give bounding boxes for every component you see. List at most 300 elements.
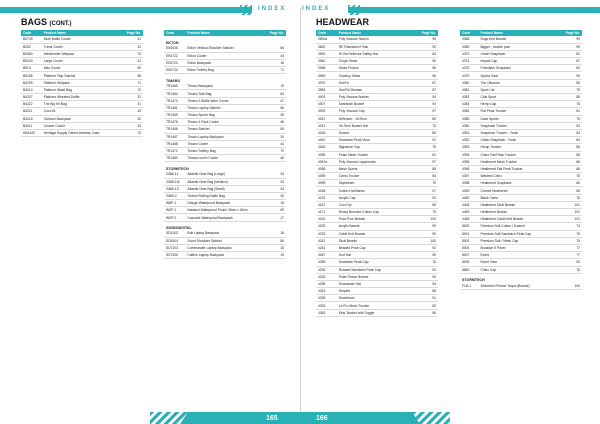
product-code: B5749 [21, 36, 42, 43]
page-number-cell: 79 [556, 86, 582, 93]
product-code: 4373 [460, 50, 478, 57]
table-row [21, 108, 143, 115]
table-row [164, 59, 286, 66]
table-row [460, 216, 582, 223]
product-code: 4295 [316, 280, 337, 287]
product-code: 4448 [460, 216, 478, 223]
table-row [460, 58, 582, 65]
product-code: 4261 [316, 244, 337, 251]
product-name: Platform Flap Satchel [42, 72, 120, 79]
product-name: Poly Viscose Legionnaire [337, 158, 410, 165]
product-name: Stormtech Fleece Toque (Beanie) [478, 282, 556, 289]
page-number-cell: 63 [264, 90, 286, 97]
table-row [460, 230, 582, 237]
product-code: 3968 [316, 65, 337, 72]
page-number-cell: 90 [556, 259, 582, 266]
table-row [460, 151, 582, 158]
product-name: Event Visor [478, 259, 556, 266]
product-name: Rotated Sandwich Peak Cap [337, 266, 410, 273]
product-code: 4405 [460, 201, 478, 208]
product-code: TR1467 [164, 133, 185, 140]
product-code: GBW-1S [164, 185, 185, 192]
product-code: B4216 [21, 115, 42, 122]
product-code: 8000 [460, 223, 478, 230]
page-number-cell: 71 [119, 79, 143, 86]
page-number-cell: 87 [409, 79, 438, 86]
page-number-cell: 76 [556, 101, 582, 108]
table-row [164, 104, 286, 111]
table-row [316, 244, 438, 251]
section-heading-row [164, 36, 286, 45]
product-code: 4233 [316, 230, 337, 237]
table-row [460, 86, 582, 93]
page-number-cell: 100 [409, 216, 438, 223]
product-name: Skull Beanie [337, 237, 410, 244]
table-row [460, 79, 582, 86]
page-number-cell: 82 [556, 65, 582, 72]
column-header-code: Code [21, 30, 42, 36]
page-number-cell: 79 [409, 180, 438, 187]
page-number-cell: 77 [556, 244, 582, 251]
product-name: Premium Soft / Mesh Cap [478, 237, 556, 244]
product-code: 4152 [316, 194, 337, 201]
table-row [460, 165, 582, 172]
page-number-cell: 84 [409, 50, 438, 57]
product-name: Platform Wheeled Duffle [42, 94, 120, 101]
page-number-cell: 97 [409, 187, 438, 194]
table-row [316, 194, 438, 201]
product-name: Timaro 4 Pack Cooler [185, 119, 263, 126]
product-name: Hi-Vis Reflector Safety Hat [337, 50, 410, 57]
table-row [316, 144, 438, 151]
product-name: Weekender Wetpack [42, 50, 120, 57]
page-number-cell: 97 [409, 158, 438, 165]
table-row [460, 108, 582, 115]
page-number-cell: 80 [409, 129, 438, 136]
table-row [460, 194, 582, 201]
product-name: Hemp Trucker [478, 144, 556, 151]
page-number-cell: 74 [556, 223, 582, 230]
table-row [316, 65, 438, 72]
product-code: B574 [21, 65, 42, 72]
product-name: Cool Dry [337, 201, 410, 208]
product-name: Urban Snapback - Youth [478, 137, 556, 144]
index-label-left: INDEX [258, 6, 287, 12]
page-number-cell: 41 [119, 43, 143, 50]
product-name: Le Pro Mesh Trucker [337, 302, 410, 309]
product-name: Ekton Toiletry Bag [185, 67, 263, 74]
page-number-cell: 16 [264, 200, 286, 207]
column-header-code: Code [460, 30, 478, 36]
product-code: WSP-1 [164, 207, 185, 214]
table-row [316, 165, 438, 172]
product-code: 4385 [460, 115, 478, 122]
page-number-cell: 91 [409, 137, 438, 144]
table-row [164, 245, 286, 252]
product-name: Sunset [337, 129, 410, 136]
page-number-cell: 86 [556, 158, 582, 165]
table-row [316, 223, 438, 230]
product-code: B4205 [21, 79, 42, 86]
page-number-cell: 75 [556, 237, 582, 244]
product-code: 4391 [460, 129, 478, 136]
table-row [460, 282, 582, 289]
table-row [460, 173, 582, 180]
product-code: TR1480 [164, 155, 185, 162]
product-code: 4187 [316, 201, 337, 208]
column-header-page: Page No. [409, 30, 438, 36]
product-code: TR1466 [164, 126, 185, 133]
page-number-cell: 33 [264, 185, 286, 192]
page-number-cell: 56 [264, 45, 286, 52]
page-number-cell: 41 [119, 58, 143, 65]
product-code: 3969 [316, 72, 337, 79]
product-code: TR1461 [164, 104, 185, 111]
product-code: WDP-1 [164, 214, 185, 221]
column-header-page: Page No. [264, 30, 286, 36]
page-number-cell: 76 [409, 259, 438, 266]
page-number-cell: 92 [409, 266, 438, 273]
table-row [316, 237, 438, 244]
page-number-cell: 96 [409, 309, 438, 316]
product-code: TR1476 [164, 119, 185, 126]
page-number-cell: 86 [556, 144, 582, 151]
product-name: Acrylic Beanie [337, 223, 410, 230]
table-row [164, 140, 286, 147]
product-code: 4396 [460, 165, 478, 172]
table-row [460, 180, 582, 187]
table-row [21, 115, 143, 122]
product-code: 4445 [460, 209, 478, 216]
table-row [316, 108, 438, 115]
table-row [316, 94, 438, 101]
product-name: Deluge Waterproof Backpack [185, 200, 263, 207]
product-name: Brooklyn 5 Panel [478, 244, 556, 251]
table-row [316, 209, 438, 216]
product-name: Heathered Skull Beanie [478, 201, 556, 208]
top-accent-bar-right [348, 7, 600, 13]
product-code: EK5724 [164, 67, 185, 74]
table-row [21, 50, 143, 57]
table-row [164, 45, 286, 52]
page-number-cell: 84 [409, 173, 438, 180]
table-row [316, 101, 438, 108]
page-number-cell: 99 [556, 36, 582, 43]
table-row [316, 137, 438, 144]
product-code: B4211 [21, 108, 42, 115]
product-code: 4384 [460, 101, 478, 108]
table-row [21, 72, 143, 79]
product-name: Outdoor Backpack [42, 115, 120, 122]
product-name: Surf Hat [337, 252, 410, 259]
table-row [164, 252, 286, 259]
product-name: Timaro Sports Bag [185, 112, 263, 119]
product-name: Large Cooler [42, 58, 120, 65]
table-row [316, 252, 438, 259]
table-row [164, 214, 286, 221]
product-name: Event [478, 252, 556, 259]
product-name: Sports Visor [478, 72, 556, 79]
page-number-cell: 94 [409, 280, 438, 287]
table-row [316, 230, 438, 237]
page-number-cell: 95 [409, 252, 438, 259]
product-code: 4290 [316, 266, 337, 273]
product-name: Cascade Waterproof Backpack [185, 214, 263, 221]
table-row [316, 302, 438, 309]
table-row [164, 97, 286, 104]
page-number-cell: 46 [264, 119, 286, 126]
product-code: 8007 [460, 252, 478, 259]
page-number-cell: 99 [409, 230, 438, 237]
product-code: 4392 [460, 137, 478, 144]
product-name: The Ottoman [478, 79, 556, 86]
product-name: OneFit [337, 79, 410, 86]
table-row [316, 79, 438, 86]
product-name: Impact Cap [478, 58, 556, 65]
product-code: 4380 [460, 79, 478, 86]
table-row [460, 129, 582, 136]
table-row [164, 207, 286, 214]
page-number-cell: 19 [264, 252, 286, 259]
page-number-cell: 92 [409, 244, 438, 251]
product-code: 4326 [316, 302, 337, 309]
bottom-bar-left [180, 412, 300, 424]
section-heading: STORMTECH [166, 166, 189, 171]
product-code: 4055 [316, 151, 337, 158]
product-name: Sunmaster Hat [337, 280, 410, 287]
table-row [164, 178, 286, 185]
product-name: Camo Trucker [337, 173, 410, 180]
product-code: SD7103 [164, 245, 185, 252]
product-name: Skystream [337, 180, 410, 187]
product-name: Ekton Backpack [185, 59, 263, 66]
section-heading: SWISSDIGITAL [166, 226, 192, 231]
product-code: 4369 [460, 43, 478, 50]
product-name: Timaro Cooler [185, 140, 263, 147]
page-number-cell: 56 [264, 104, 286, 111]
table-row [21, 122, 143, 129]
table-row [460, 36, 582, 43]
product-name: Hemp Cap [478, 101, 556, 108]
product-code: TR1460 [164, 83, 185, 90]
product-name: Club Sport [478, 94, 556, 101]
table-row [316, 288, 438, 295]
product-code: 4374 [460, 58, 478, 65]
page-number-cell: 33 [264, 171, 286, 178]
page-number-cell: 77 [556, 252, 582, 259]
table-row [164, 155, 286, 162]
product-name: Black Camo [478, 194, 556, 201]
product-name: Timaro Satchel [185, 126, 263, 133]
product-name: Chino Flat Peak Trucker [478, 151, 556, 158]
page-number-cell: 85 [556, 187, 582, 194]
product-code: 8001 [460, 230, 478, 237]
product-code: 4382 [460, 94, 478, 101]
table-row [316, 43, 438, 50]
product-name: Timaro Laptop Satchel [185, 104, 263, 111]
product-name: Timaro Laptop Backpack [185, 133, 263, 140]
table-row [164, 185, 286, 192]
product-name: Curved Heathered [478, 187, 556, 194]
product-name: Max Cooler [42, 65, 120, 72]
table-row [460, 158, 582, 165]
product-name: Cruiser Cooler [42, 122, 120, 129]
product-name: Premium Soft Cotton / 6 panel [478, 223, 556, 230]
page-number-cell: 19 [264, 83, 286, 90]
column-header-code: Code [164, 30, 185, 36]
page-number-cell: 43 [264, 52, 286, 59]
page-number-cell: 83 [556, 122, 582, 129]
page-number-cell: 100 [556, 282, 582, 289]
table-row [460, 237, 582, 244]
stripe-decoration [240, 5, 252, 15]
page-number-cell: 80 [556, 79, 582, 86]
product-code: 4007 [316, 101, 337, 108]
product-code: WBP-1 [164, 200, 185, 207]
product-code: B5240 [21, 58, 42, 65]
table-row [316, 72, 438, 79]
product-name: Cool Kit [42, 108, 120, 115]
page-number-cell: 70 [119, 129, 143, 136]
product-name: Trident Rolling Duffel Bag [185, 192, 263, 199]
product-name: Atlantis Gear Bag (Medium) [185, 178, 263, 185]
product-name: Nahanni Waterproof Pouch 25cm x 15cm [185, 207, 263, 214]
page-number-cell: 101 [556, 201, 582, 208]
page-number-cell: 88 [409, 165, 438, 172]
product-name: Mesh Sports [337, 165, 410, 172]
product-name: Tough Straw [337, 58, 410, 65]
page-number-cell: 80 [409, 115, 438, 122]
page-number-cell: 86 [556, 165, 582, 172]
table-row [316, 86, 438, 93]
product-code: 4220 [316, 216, 337, 223]
column-header-page: Page No. [119, 30, 143, 36]
product-table [21, 30, 143, 137]
table-row [316, 273, 438, 280]
section-heading: STORMTECH [462, 278, 485, 283]
product-code: 4058 [316, 165, 337, 172]
page-number-cell: 69 [264, 207, 286, 214]
product-name: Timaro 2 Bottle Wine Cooler [185, 97, 263, 104]
table-row [164, 147, 286, 154]
table-row [460, 201, 582, 208]
product-name: Cable Knit Beanie [337, 230, 410, 237]
table-row [316, 309, 438, 316]
table-row [21, 58, 143, 65]
product-code: 4003 [316, 94, 337, 101]
table-row [316, 180, 438, 187]
page-number-cell: 81 [409, 151, 438, 158]
table-row [460, 266, 582, 273]
table-row [316, 259, 438, 266]
product-code: 8860 [460, 266, 478, 273]
product-name: Commander Laptop Backpack [185, 245, 263, 252]
product-code: 4376 [460, 65, 478, 72]
product-code: EK5722 [164, 52, 185, 59]
product-code: GBW-2 [164, 192, 185, 199]
product-code: FLB-1 [460, 282, 478, 289]
table-row [316, 129, 438, 136]
column-header-name: Product Name [42, 30, 120, 36]
page-number-cell: 85 [556, 180, 582, 187]
page-number-cell: 94 [409, 94, 438, 101]
product-name: Atlantis Gear Bag (Large) [185, 171, 263, 178]
page-number-cell: 38 [119, 72, 143, 79]
table-row [460, 50, 582, 57]
page-number-cell: 20 [264, 133, 286, 140]
product-name: OneFit Ottoman [337, 86, 410, 93]
product-code: 4325 [316, 295, 337, 302]
product-name: Polar Fleece Beanie [337, 273, 410, 280]
page-number-cell: 91 [409, 295, 438, 302]
product-code: TR1464 [164, 90, 185, 97]
product-code: B4207 [21, 94, 42, 101]
product-code: 4059 [316, 173, 337, 180]
page-number-cell: 55 [264, 126, 286, 133]
product-code: 3900 [316, 50, 337, 57]
product-code: 4026 [316, 129, 337, 136]
product-name: Timaro Backpack [185, 83, 263, 90]
product-name: Premium Soft Sandwich Peak Cap [478, 230, 556, 237]
product-code: 3820 [316, 43, 337, 50]
product-name: Multi Bottle Cooler [42, 36, 120, 43]
page-number-cell: 70 [119, 50, 143, 57]
page-number-cell: 44 [264, 140, 286, 147]
product-code: SD8104 [164, 237, 185, 244]
section-heading-row [460, 273, 582, 282]
section-heading-row [164, 162, 286, 171]
product-name: Freestyler Snapback [478, 65, 556, 72]
product-name: Snapback Trucker - Youth [478, 129, 556, 136]
product-name: Heathered Cable Knit Beanie [478, 216, 556, 223]
product-code: TR1465 [164, 112, 185, 119]
product-code: 4242 [316, 237, 337, 244]
product-code: 4400 [460, 194, 478, 201]
page-number-cell: 75 [409, 122, 438, 129]
product-code: 4013 [316, 122, 337, 129]
product-name: Vir-Tech Bucket Hat [337, 122, 410, 129]
page-number-cell: 43 [119, 122, 143, 129]
column-header-name: Product Name [337, 30, 410, 36]
page-divider [300, 8, 301, 416]
product-code: 3800a [316, 36, 337, 43]
table-row [164, 90, 286, 97]
product-code: GBW-1L [164, 171, 185, 178]
product-table [460, 30, 582, 290]
section-heading: TIMARO [166, 78, 181, 83]
product-name: Acrylic Cap [337, 194, 410, 201]
table-row [21, 43, 143, 50]
product-name: Platform Wetpack [42, 79, 120, 86]
table-row [164, 67, 286, 74]
table-row [460, 101, 582, 108]
product-name: Beaded Peak Cap [337, 244, 410, 251]
product-name: The Big Kit Bag [42, 101, 120, 108]
product-name: Poly Viscose Cap [337, 108, 410, 115]
page-number-left: 165 [266, 415, 278, 422]
product-code: B4222 [21, 101, 42, 108]
page-number-cell: 87 [556, 58, 582, 65]
product-code: 4171 [316, 209, 337, 216]
product-code: GBW-1M [164, 178, 185, 185]
page-number-cell: 89 [409, 201, 438, 208]
product-code: 4368 [460, 36, 478, 43]
page-number-cell: 78 [556, 173, 582, 180]
page-number-cell: 43 [119, 108, 143, 115]
product-code: 4381 [460, 86, 478, 93]
product-code: B5186 [21, 72, 42, 79]
table-row [460, 43, 582, 50]
